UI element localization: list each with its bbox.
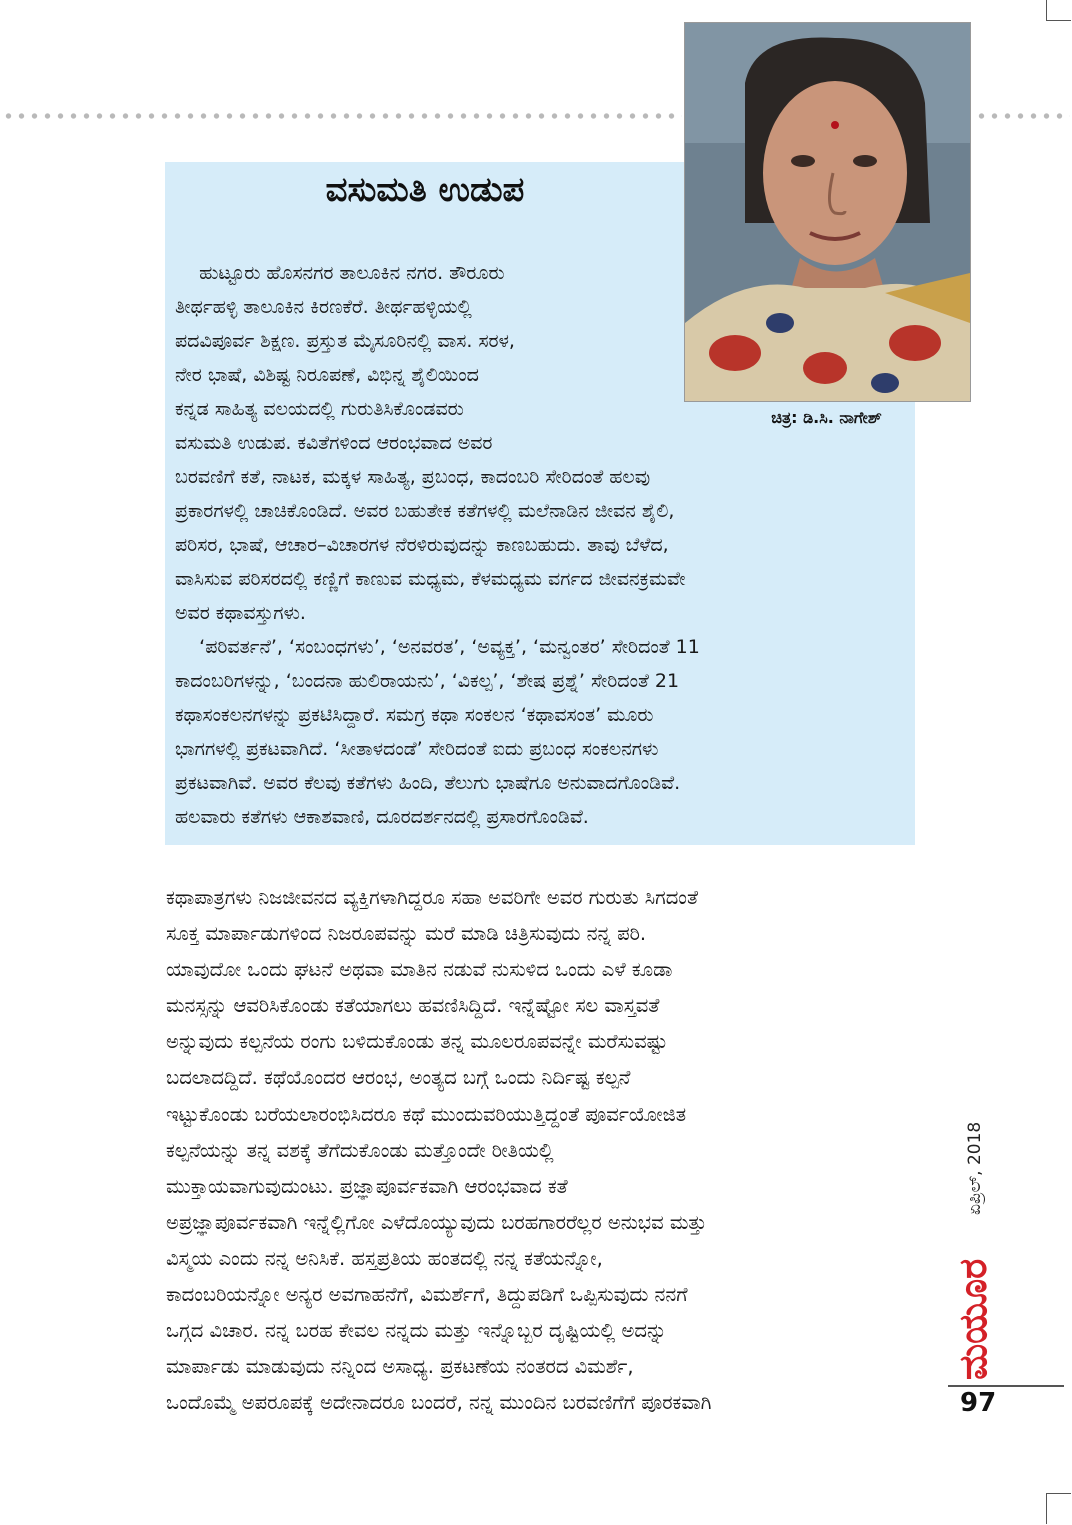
bio-line: ಪ್ರಕಟವಾಗಿವೆ. ಅವರ ಕೆಲವು ಕತೆಗಳು ಹಿಂದಿ, ತೆಲುಗು ಭಾಷೆಗೂ ಅನುವಾದಗೊಂಡಿವೆ. (175, 772, 681, 794)
bio-line: ಕಾದಂಬರಿಗಳನ್ನು, ‘ಬಂದನಾ ಹುಲಿರಾಯನು’, ‘ವಿಕಲ್ಪ’, ‘ಶೇಷ ಪ್ರಶ್ನೆ’ ಸೇರಿದಂತೆ 21 (175, 670, 680, 692)
photo-credit: ಚಿತ್ರ: ಡಿ.ಸಿ. ನಾಗೇಶ್ (771, 408, 882, 427)
body-line: ಮಾರ್ಪಾಡು ಮಾಡುವುದು ನನ್ನಿಂದ ಅಸಾಧ್ಯ. ಪ್ರಕಟಣೆಯ ನಂತರದ ವಿಮರ್ಶೆ, (166, 1355, 634, 1379)
bio-line: ಅವರ ಕಥಾವಸ್ತುಗಳು. (175, 602, 306, 624)
bio-line: ಪರಿಸರ, ಭಾಷೆ, ಆಚಾರ–ವಿಚಾರಗಳ ನೆರಳಿರುವುದನ್ನು ಕಾಣಬಹುದು. ತಾವು ಬೆಳೆದ, (175, 534, 669, 556)
bio-line: ಬರವಣಿಗೆ ಕತೆ, ನಾಟಕ, ಮಕ್ಕಳ ಸಾಹಿತ್ಯ, ಪ್ರಬಂಧ, ಕಾದಂಬರಿ ಸೇರಿದಂತೆ ಹಲವು (175, 466, 651, 488)
body-line: ಮನಸ್ಸನ್ನು ಆವರಿಸಿಕೊಂಡು ಕತೆಯಾಗಲು ಹವಣಿಸಿದ್ದಿದೆ. ಇನ್ನೆಷ್ಟೋ ಸಲ ವಾಸ್ತವತೆ (166, 994, 660, 1018)
bio-line: ಹಲವಾರು ಕತೆಗಳು ಆಕಾಶವಾಣಿ, ದೂರದರ್ಶನದಲ್ಲಿ ಪ್ರಸಾರಗೊಂಡಿವೆ. (175, 806, 589, 828)
body-line: ಸೂಕ್ತ ಮಾರ್ಪಾಡುಗಳಿಂದ ನಿಜರೂಪವನ್ನು ಮರೆ ಮಾಡಿ ಚಿತ್ರಿಸುವುದು ನನ್ನ ಪರಿ. (166, 922, 647, 946)
body-line: ಮುಕ್ತಾಯವಾಗುವುದುಂಟು. ಪ್ರಜ್ಞಾಪೂರ್ವಕವಾಗಿ ಆರಂಭವಾದ ಕತೆ (166, 1174, 568, 1198)
bio-line: ಪ್ರಕಾರಗಳಲ್ಲಿ ಚಾಚಿಕೊಂಡಿದೆ. ಅವರ ಬಹುತೇಕ ಕತೆಗಳಲ್ಲಿ ಮಲೆನಾಡಿನ ಜೀವನ ಶೈಲಿ, (175, 500, 675, 522)
body-line: ಅನ್ನುವುದು ಕಲ್ಪನೆಯ ರಂಗು ಬಳಿದುಕೊಂಡು ತನ್ನ ಮೂಲರೂಪವನ್ನೇ ಮರೆಸುವಷ್ಟು (166, 1030, 668, 1054)
crop-mark-bottom-right (1046, 1493, 1071, 1524)
bio-line: ಭಾಗಗಳಲ್ಲಿ ಪ್ರಕಟವಾಗಿದೆ. ‘ಸೀತಾಳದಂಡೆ’ ಸೇರಿದಂತೆ ಐದು ಪ್ರಬಂಧ ಸಂಕಲನಗಳು (175, 738, 659, 760)
body-line: ಕಾದಂಬರಿಯನ್ನೋ ಅನ್ಯರ ಅವಗಾಹನೆಗೆ, ವಿಮರ್ಶೆಗೆ, ತಿದ್ದುಪಡಿಗೆ ಒಪ್ಪಿಸುವುದು ನನಗೆ (166, 1283, 688, 1307)
bio-line: ಕನ್ನಡ ಸಾಹಿತ್ಯ ವಲಯದಲ್ಲಿ ಗುರುತಿಸಿಕೊಂಡವರು (175, 398, 464, 420)
body-line: ಯಾವುದೋ ಒಂದು ಘಟನೆ ಅಥವಾ ಮಾತಿನ ನಡುವೆ ನುಸುಳಿದ ಒಂದು ಎಳೆ ಕೂಡಾ (166, 958, 673, 982)
magazine-masthead (948, 1225, 998, 1380)
body-line: ಅಪ್ರಜ್ಞಾಪೂರ್ವಕವಾಗಿ ಇನ್ನೆಲ್ಲಿಗೋ ಎಳೆದೊಯ್ಯುವುದು ಬರಹಗಾರರೆಲ್ಲರ ಅನುಭವ ಮತ್ತು (166, 1210, 707, 1234)
bio-title: ವಸುಮತಿ ಉಡುಪ (325, 170, 525, 210)
bio-line: ನೇರ ಭಾಷೆ, ವಿಶಿಷ್ಟ ನಿರೂಪಣೆ, ವಿಭಿನ್ನ ಶೈಲಿಯಿಂದ (175, 364, 479, 386)
body-line: ಬದಲಾದದ್ದಿದೆ. ಕಥೆಯೊಂದರ ಆರಂಭ, ಅಂತ್ಯದ ಬಗ್ಗೆ ಒಂದು ನಿರ್ದಿಷ್ಟ ಕಲ್ಪನೆ (166, 1066, 631, 1090)
article-body (166, 880, 926, 1421)
issue-date-text: ಏಪ್ರಿಲ್, 2018 (965, 1121, 985, 1215)
body-line: ಕಥಾಪಾತ್ರಗಳು ನಿಜಜೀವನದ ವ್ಯಕ್ತಿಗಳಾಗಿದ್ದರೂ ಸಹಾ ಅವರಿಗೇ ಅವರ ಗುರುತು ಸಿಗದಂತೆ (166, 886, 699, 909)
body-line: ಕಲ್ಪನೆಯನ್ನು ತನ್ನ ವಶಕ್ಕೆ ತೆಗೆದುಕೊಂಡು ಮತ್ತೊಂದೇ ರೀತಿಯಲ್ಲಿ (166, 1138, 554, 1162)
bio-line: ಕಥಾಸಂಕಲನಗಳನ್ನು ಪ್ರಕಟಿಸಿದ್ದಾರೆ. ಸಮಗ್ರ ಕಥಾ ಸಂಕಲನ ‘ಕಥಾವಸಂತ’ ಮೂರು (175, 704, 654, 726)
crop-mark-top-right (1046, 0, 1071, 21)
bio-line: ಪದವಿಪೂರ್ವ ಶಿಕ್ಷಣ. ಪ್ರಸ್ತುತ ಮೈಸೂರಿನಲ್ಲಿ ವಾಸ. ಸರಳ, (175, 330, 515, 352)
bio-line: ವಾಸಿಸುವ ಪರಿಸರದಲ್ಲಿ ಕಣ್ಣಿಗೆ ಕಾಣುವ ಮಧ್ಯಮ, ಕೆಳಮಧ್ಯಮ ವರ್ಗದ ಜೀವನಕ್ರಮವೇ (175, 568, 686, 590)
body-line: ಒಗ್ಗದ ವಿಚಾರ. ನನ್ನ ಬರಹ ಕೇವಲ ನನ್ನದು ಮತ್ತು ಇನ್ನೊಬ್ಬರ ದೃಷ್ಟಿಯಲ್ಲಿ ಅದನ್ನು (166, 1319, 667, 1343)
author-photo (684, 22, 971, 402)
issue-date (955, 1105, 995, 1215)
body-line: ಇಟ್ಟುಕೊಂಡು ಬರೆಯಲಾರಂಭಿಸಿದರೂ ಕಥೆ ಮುಂದುವರಿಯುತ್ತಿದ್ದಂತೆ ಪೂರ್ವಯೋಜಿತ (166, 1102, 687, 1126)
bio-line: ತೀರ್ಥಹಳ್ಳಿ ತಾಲೂಕಿನ ಕಿರಣಕೆರೆ. ತೀರ್ಥಹಳ್ಳಿಯಲ್ಲಿ (175, 296, 472, 318)
bio-line: ‘ಪರಿವರ್ತನೆ’, ‘ಸಂಬಂಧಗಳು’, ‘ಅನವರತ’, ‘ಅವ್ಯಕ್ತ’, ‘ಮನ್ವಂತರ’ ಸೇರಿದಂತೆ 11 (175, 636, 700, 658)
page-number-rule (948, 1385, 1064, 1387)
bio-line: ವಸುಮತಿ ಉಡುಪ. ಕವಿತೆಗಳಿಂದ ಆರಂಭವಾದ ಅವರ (175, 432, 493, 454)
page-number: 97 (960, 1388, 997, 1418)
body-line: ಒಂದೊಮ್ಮೆ ಅಪರೂಪಕ್ಕೆ ಅದೇನಾದರೂ ಬಂದರೆ, ನನ್ನ ಮುಂದಿನ ಬರವಣಿಗೆಗೆ ಪೂರಕವಾಗಿ (166, 1391, 712, 1415)
magazine-name: ಮಯೂರ (951, 1258, 995, 1380)
bio-line: ಹುಟ್ಟೂರು ಹೊಸನಗರ ತಾಲೂಕಿನ ನಗರ. ತೌರೂರು (175, 262, 505, 284)
body-line: ವಿಸ್ಮಯ ಎಂದು ನನ್ನ ಅನಿಸಿಕೆ. ಹಸ್ತಪ್ರತಿಯ ಹಂತದಲ್ಲಿ ನನ್ನ ಕತೆಯನ್ನೋ, (166, 1246, 603, 1270)
author-portrait-image (685, 23, 970, 401)
dotted-rule-right (975, 112, 1070, 120)
dotted-rule-left (2, 112, 682, 120)
